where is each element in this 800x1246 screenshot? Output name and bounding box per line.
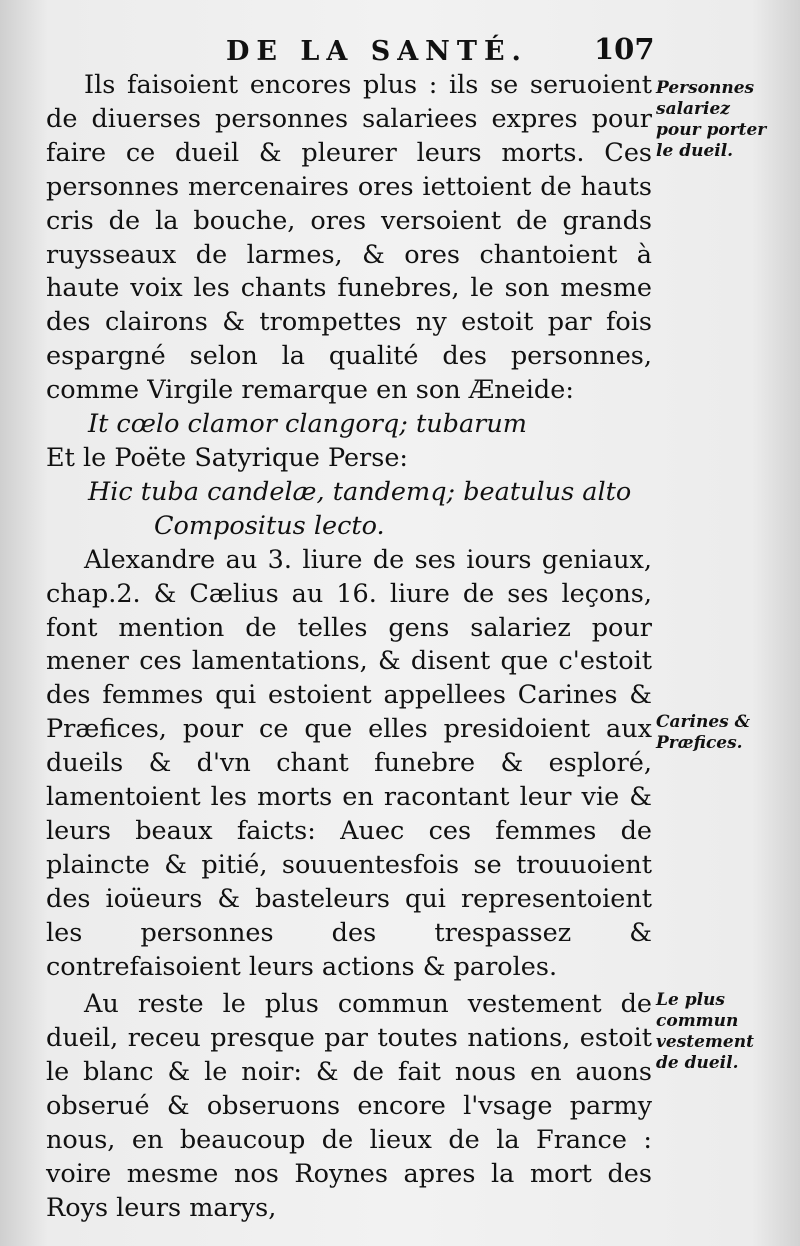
paragraph-3: Alexandre au 3. liure de ses iours geniaux, chap.2. & Cælius au 16. liure de ses leçons, font mention de telles gens salariez pour mener ces lamentations, & disent que c'estoit des femmes qui estoient appellees Carines & Præfices, pour ce que elles presidoient aux dueils & d'vn chant funebre & esploré, lamentoient les morts en racontant leur vie & leurs beaux faicts: Auec ces femmes de plaincte & pitié, souuentesfois se trouuoient des ioüeurs & basteleurs qui representoient les personnes des trespassez & contrefaisoient leurs actions & paroles. — [46, 544, 652, 982]
running-head: DE LA SANTÉ. — [226, 36, 528, 67]
verse-perse-line-1: Hic tuba candelæ, tandemq; beatulus alto — [88, 476, 632, 507]
margin-note-vestement: Le plus commun vestement de dueil. — [656, 990, 754, 1073]
page-header — [0, 28, 800, 68]
margin-note-personnes-salariez: Personnes salariez pour porter le dueil. — [656, 78, 767, 161]
verse-perse-line-2: Compositus lecto. — [154, 510, 385, 541]
paragraph-2: Et le Poëte Satyrique Perse: — [46, 442, 409, 473]
paragraph-1: Ils faisoient encores plus : ils se seruoient de diuerses personnes salariees expres pour faire ce dueil & pleurer leurs morts. Ces personnes mercenaires ores iettoient de hauts cris de la bouche, ores versoient de grands ruysseaux de larmes, & ores chantoient à haute voix les chants funebres, le son mesme des clairons & trompettes ny estoit par fois espargné selon la qualité des personnes, comme Virgile remarque en son Æneide: — [46, 70, 652, 406]
verse-virgil: It cœlo clamor clangorq; tubarum — [88, 409, 527, 440]
margin-note-carines: Carines & Præfices. — [656, 712, 750, 753]
page-number: 107 — [594, 32, 655, 66]
paragraph-4: Au reste le plus commun vestement de dueil, receu presque par toutes nations, estoit le blanc & le noir: & de fait nous en auons obserué & obseruons encore l'vsage parmy nous, en beaucoup de lieux de la France : voire mesme nos Roynes apres la mort des Roys leurs marys, — [46, 989, 652, 1223]
main-text — [46, 69, 652, 1226]
